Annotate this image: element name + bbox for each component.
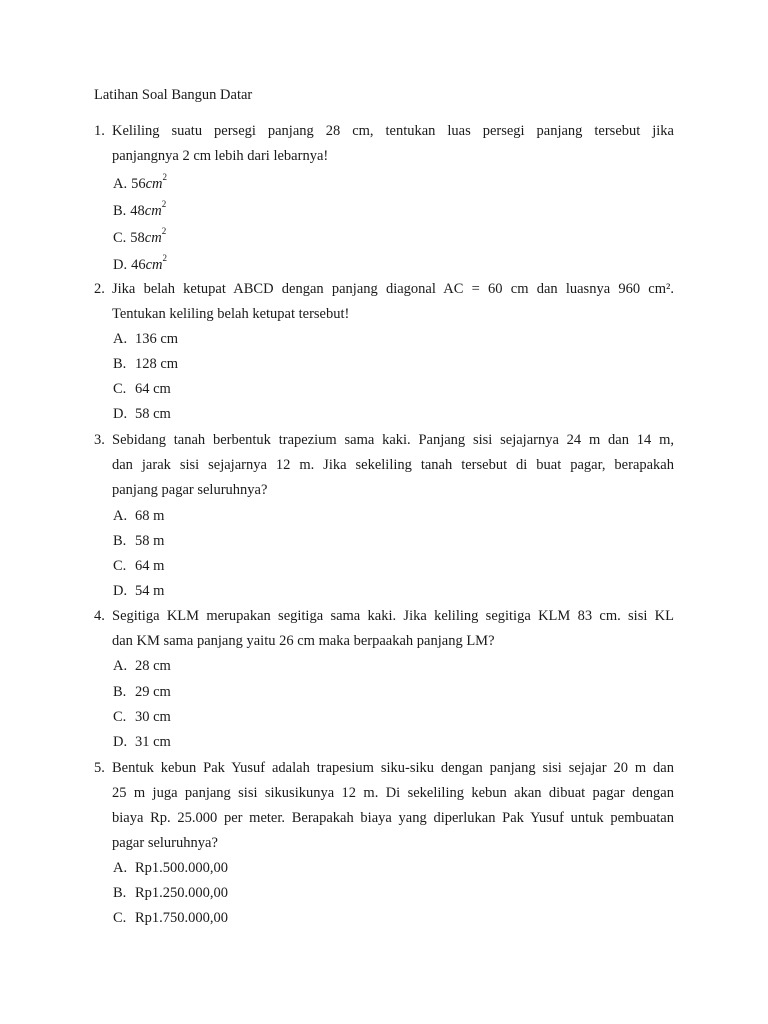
option-letter: C.: [113, 381, 127, 397]
option-1a: [113, 174, 167, 193]
question-number: 4.: [94, 608, 105, 624]
option-text: Rp1.500.000,00: [135, 860, 229, 876]
question-number: 5.: [94, 760, 105, 776]
option-letter: C.: [113, 910, 127, 926]
option-5b: [113, 885, 228, 902]
question-text-line: Sebidang tanah berbentuk trapezium sama kaki. Panjang sisi sejajarnya 24 m dan 14 m,: [112, 432, 674, 448]
question-text-line: Jika belah ketupat ABCD dengan panjang diagonal AC = 60 cm dan luasnya 960 cm².: [112, 281, 674, 297]
option-3c: [113, 558, 164, 575]
question-number: 2.: [94, 281, 105, 297]
option-exponent: 2: [162, 253, 168, 263]
option-4a: [113, 658, 171, 675]
question-text-line: dan jarak sisi sejajarnya 12 m. Jika sekeliling tanah tersebut di buat pagar, berapakah: [112, 457, 674, 473]
option-letter: A.: [113, 175, 128, 192]
question-text-line: Bentuk kebun Pak Yusuf adalah trapesium siku-siku dengan panjang sisi sejajar 20 m dan: [112, 760, 674, 776]
option-4c: [113, 709, 171, 726]
option-3b: [113, 533, 164, 550]
option-letter: D.: [113, 734, 128, 750]
option-letter: A.: [113, 860, 128, 876]
option-1d: [113, 255, 167, 274]
option-2a: [113, 331, 178, 348]
option-exponent: 2: [161, 199, 167, 209]
option-text: 29 cm: [135, 684, 171, 700]
option-letter: B.: [113, 533, 127, 549]
option-text: 64 cm: [135, 381, 171, 397]
question-text-line: Keliling suatu persegi panjang 28 cm, tentukan luas persegi panjang tersebut jika: [112, 123, 674, 139]
option-text: 31 cm: [135, 734, 171, 750]
option-exponent: 2: [161, 226, 167, 236]
option-value: 46: [131, 256, 146, 273]
option-unit: cm: [144, 202, 162, 219]
question-number: 1.: [94, 123, 105, 139]
question-text-line: panjangnya 2 cm lebih dari lebarnya!: [112, 148, 329, 164]
option-letter: D.: [113, 583, 128, 599]
option-value: 48: [130, 202, 145, 219]
document-title: Latihan Soal Bangun Datar: [94, 87, 253, 103]
option-letter: A.: [113, 658, 128, 674]
option-letter: C.: [113, 229, 127, 246]
question-text-line: Segitiga KLM merupakan segitiga sama kaki. Jika keliling segitiga KLM 83 cm. sisi KL: [112, 608, 674, 624]
option-2b: [113, 356, 178, 373]
option-letter: D.: [113, 256, 128, 273]
option-letter: B.: [113, 684, 127, 700]
option-text: 58 cm: [135, 406, 171, 422]
option-text: 30 cm: [135, 709, 171, 725]
option-5c: [113, 910, 228, 927]
option-text: 136 cm: [135, 331, 179, 347]
option-text: 64 m: [135, 558, 165, 574]
option-unit: cm: [144, 229, 162, 246]
option-2c: [113, 381, 171, 398]
option-value: 56: [131, 175, 146, 192]
option-unit: cm: [145, 175, 163, 192]
option-text: 28 cm: [135, 658, 171, 674]
question-text-line: dan KM sama panjang yaitu 26 cm maka berpaakah panjang LM?: [112, 633, 495, 649]
option-value: 58: [130, 229, 145, 246]
option-letter: B.: [113, 885, 127, 901]
option-3d: [113, 583, 164, 600]
option-4d: [113, 734, 171, 751]
question-text-line: pagar seluruhnya?: [112, 835, 218, 851]
option-exponent: 2: [162, 172, 168, 182]
option-letter: D.: [113, 406, 128, 422]
option-letter: C.: [113, 558, 127, 574]
option-4b: [113, 684, 171, 701]
option-letter: A.: [113, 508, 128, 524]
option-letter: B.: [113, 356, 127, 372]
option-1c: [113, 228, 166, 247]
question-text-line: 25 m juga panjang sisi sikusikunya 12 m. Di sekeliling kebun akan dibuat pagar dengan: [112, 785, 674, 801]
option-text: Rp1.250.000,00: [135, 885, 229, 901]
option-3a: [113, 508, 164, 525]
option-text: 54 m: [135, 583, 165, 599]
question-text-line: biaya Rp. 25.000 per meter. Berapakah biaya yang diperlukan Pak Yusuf untuk pembuatan: [112, 810, 674, 826]
option-text: Rp1.750.000,00: [135, 910, 229, 926]
option-letter: C.: [113, 709, 127, 725]
option-text: 68 m: [135, 508, 165, 524]
option-1b: [113, 201, 166, 220]
option-5a: [113, 860, 228, 877]
question-text-line: Tentukan keliling belah ketupat tersebut!: [112, 306, 350, 322]
option-letter: A.: [113, 331, 128, 347]
option-letter: B.: [113, 202, 127, 219]
option-text: 58 m: [135, 533, 165, 549]
question-text-line: panjang pagar seluruhnya?: [112, 482, 268, 498]
question-number: 3.: [94, 432, 105, 448]
option-2d: [113, 406, 171, 423]
option-unit: cm: [145, 256, 163, 273]
option-text: 128 cm: [135, 356, 179, 372]
